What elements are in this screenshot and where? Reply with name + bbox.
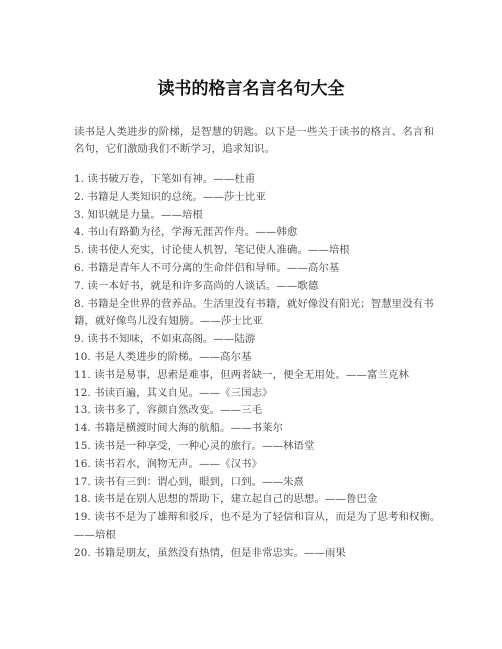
- quote-number: 15.: [74, 439, 91, 452]
- quote-number: 18.: [74, 493, 91, 506]
- quote-item: [74, 260, 444, 278]
- quote-text: 读书是易事，思索是难事，但两者缺一，便全无用处。——富兰克林: [94, 368, 409, 381]
- quote-list: [74, 171, 444, 563]
- quote-text: 读书是一种享受，一种心灵的旅行。——林语堂: [94, 439, 315, 452]
- quote-number: 16.: [74, 457, 91, 470]
- quote-item: [74, 509, 444, 545]
- quote-item: [74, 474, 444, 492]
- quote-number: 5.: [74, 244, 85, 257]
- quote-item: [74, 385, 444, 403]
- quote-number: 12.: [74, 386, 91, 399]
- quote-text: 读书不是为了雄辩和驳斥，也不是为了轻信和盲从，而是为了思考和权衡。——培根: [74, 511, 441, 541]
- quote-number: 14.: [74, 422, 91, 435]
- quote-item: [74, 242, 444, 260]
- quote-item: [74, 189, 444, 207]
- quote-item: [74, 171, 444, 189]
- quote-text: 读书多了，容颜自然改变。——三毛: [94, 404, 263, 417]
- quote-item: [74, 545, 444, 563]
- quote-number: 19.: [74, 511, 91, 524]
- quote-text: 读书若水，润物无声。——《汉书》: [94, 457, 263, 470]
- quote-item: [74, 402, 444, 420]
- quote-number: 11.: [74, 368, 91, 381]
- quote-text: 书籍是青年人不可分离的生命伴侣和导师。——高尔基: [87, 261, 340, 274]
- quote-number: 7.: [74, 279, 85, 292]
- quote-item: [74, 331, 444, 349]
- quote-text: 书山有路勤为径，学海无涯苦作舟。——韩愈: [87, 226, 298, 239]
- quote-text: 书籍是人类知识的总统。——莎士比亚: [87, 190, 266, 203]
- quote-number: 3.: [74, 208, 85, 221]
- document-title: 读书的格言名言名句大全: [157, 79, 345, 99]
- quote-number: 4.: [74, 226, 85, 239]
- quote-number: 17.: [74, 475, 91, 488]
- quote-item: [74, 207, 444, 225]
- quote-text: 书读百遍，其义自见。——《三国志》: [94, 386, 273, 399]
- quote-item: [74, 438, 444, 456]
- quote-item: [74, 278, 444, 296]
- quote-item: [74, 296, 444, 332]
- quote-text: 读书有三到：谓心到，眼到，口到。——朱熹: [94, 475, 305, 488]
- quote-text: 书籍是横渡时间大海的航船。——书莱尔: [94, 422, 284, 435]
- quote-text: 读书使人充实，讨论使人机智，笔记使人准确。——培根: [87, 244, 350, 257]
- quote-item: [74, 367, 444, 385]
- quote-text: 读一本好书，就是和许多高尚的人谈话。——歌德: [87, 279, 319, 292]
- quote-text: 书籍是朋友，虽然没有热情，但是非常忠实。——雨果: [94, 546, 347, 559]
- quote-text: 读书破万卷，下笔如有神。——杜甫: [87, 173, 256, 185]
- quote-item: [74, 456, 444, 474]
- quote-text: 书籍是全世界的营养品。生活里没有书籍，就好像没有阳光；智慧里没有书籍，就好像鸟儿没有翅膀。——莎士比亚: [74, 297, 434, 328]
- quote-number: 8.: [74, 297, 85, 310]
- quote-item: [74, 491, 444, 509]
- quote-text: 读书不知味，不如束高阁。——陆游: [87, 333, 256, 346]
- quote-number: 10.: [74, 350, 91, 363]
- quote-item: [74, 349, 444, 367]
- quote-number: 9.: [74, 333, 85, 346]
- quote-number: 6.: [74, 261, 85, 274]
- quote-item: [74, 420, 444, 438]
- intro-paragraph: 读书是人类进步的阶梯，是智慧的钥匙。以下是一些关于读书的格言、名言和名句，它们激励我们不断学习，追求知识。: [74, 126, 435, 155]
- quote-text: 书是人类进步的阶梯。——高尔基: [94, 350, 252, 363]
- quote-item: [74, 224, 444, 242]
- quote-number: 20.: [74, 546, 91, 559]
- quote-number: 13.: [74, 404, 91, 417]
- quote-text: 知识就是力量。——培根: [87, 208, 203, 221]
- quote-number: 1.: [74, 173, 85, 185]
- quote-text: 读书是在别人思想的帮助下，建立起自己的思想。——鲁巴金: [94, 493, 378, 506]
- quote-number: 2.: [74, 190, 85, 203]
